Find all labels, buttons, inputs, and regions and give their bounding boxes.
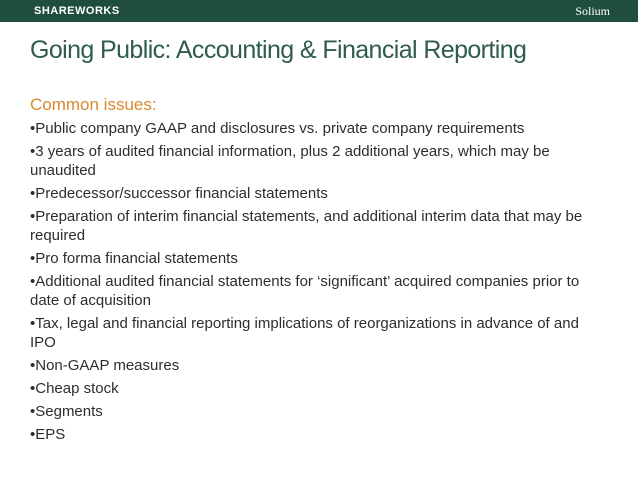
bullet-item: •Non-GAAP measures xyxy=(30,357,180,374)
bullet-item: •Preparation of interim financial statements, and additional interim data that may be required xyxy=(30,208,583,244)
bullet-item: •EPS xyxy=(30,426,66,443)
bullet-item: •Pro forma financial statements xyxy=(30,250,238,267)
bullet-item: •Additional audited financial statements for ‘significant’ acquired companies prior to date of acquisition xyxy=(30,273,580,309)
bullet-item: •Tax, legal and financial reporting implications of reorganizations in advance of and IPO xyxy=(30,315,579,351)
bullet-item: •Predecessor/successor financial statements xyxy=(30,185,328,202)
bullet-list xyxy=(30,119,590,448)
shareworks-logo: SHAREWORKS xyxy=(34,5,120,17)
section-subheading: Common issues: xyxy=(30,95,157,114)
slide-title: Going Public: Accounting & Financial Reporting xyxy=(30,36,527,64)
bullet-item: •3 years of audited financial information, plus 2 additional years, which may be unaudited xyxy=(30,143,550,179)
solium-logo: Solium xyxy=(575,4,610,18)
bullet-item: •Segments xyxy=(30,403,103,420)
bullet-item: •Public company GAAP and disclosures vs. private company requirements xyxy=(30,120,525,137)
header-bar xyxy=(0,0,638,22)
bullet-item: •Cheap stock xyxy=(30,380,119,397)
